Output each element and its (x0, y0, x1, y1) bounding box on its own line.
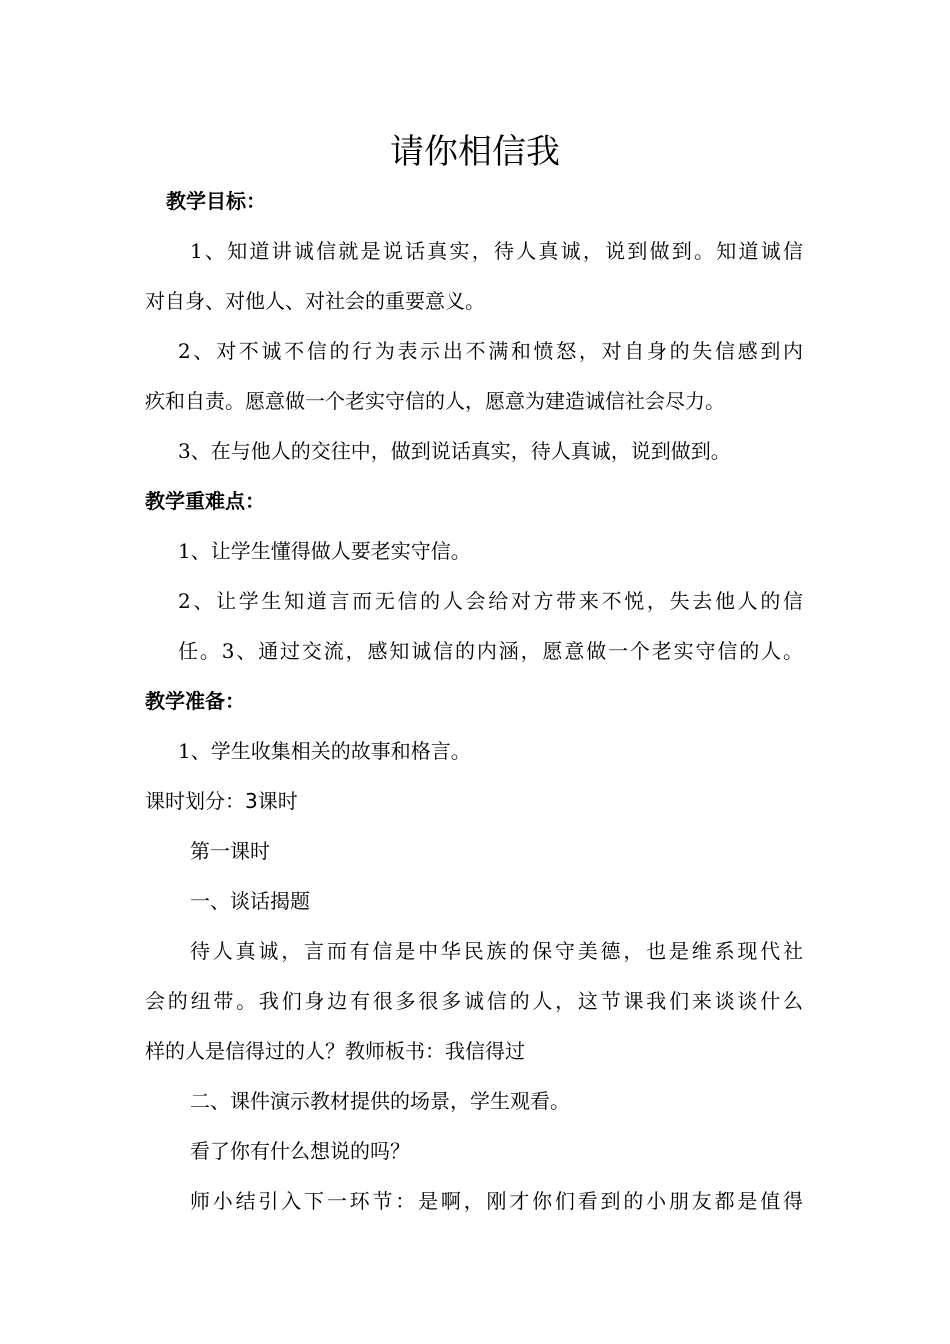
question-line: 看了你有什么想说的吗？ (190, 1139, 410, 1163)
preparation-1: 1、学生收集相关的故事和格言。 (178, 739, 471, 763)
lesson-1-heading: 第一课时 (190, 839, 270, 863)
objective-2-line-1: 2、对不诚不信的行为表示出不满和愤怒，对自身的失信感到内 (178, 339, 803, 363)
lesson-schedule: 课时划分：3课时 (145, 789, 298, 813)
objective-3: 3、在与他人的交往中，做到说话真实，待人真诚，说到做到。 (178, 439, 731, 463)
section-1-heading: 一、谈话揭题 (190, 889, 310, 913)
key-point-2-line-2: 任。3、通过交流，感知诚信的内涵，愿意做一个老实守信的人。 (178, 639, 803, 663)
paragraph-1-line-2: 会的纽带。我们身边有很多很多诚信的人，这节课我们来谈谈什么 (145, 989, 803, 1013)
paragraph-1-line-3: 样的人是信得过的人？教师板书：我信得过 (145, 1039, 525, 1063)
paragraph-1-line-1: 待人真诚，言而有信是中华民族的保守美德，也是维系现代社 (190, 939, 803, 963)
objective-2-line-2: 疚和自责。愿意做一个老实守信的人，愿意为建造诚信社会尽力。 (145, 389, 725, 413)
key-point-1: 1、让学生懂得做人要老实守信。 (178, 539, 471, 563)
preparation-heading: 教学准备： (145, 689, 245, 713)
document-title: 请你相信我 (390, 132, 560, 172)
summary-line-1: 师小结引入下一环节：是啊，刚才你们看到的小朋友都是值得 (190, 1189, 803, 1213)
objectives-heading: 教学目标： (166, 189, 266, 213)
section-2-heading: 二、课件演示教材提供的场景，学生观看。 (190, 1089, 570, 1113)
key-points-heading: 教学重难点： (145, 489, 265, 513)
objective-1-line-1: 1、知道讲诚信就是说话真实，待人真诚，说到做到。知道诚信 (190, 239, 803, 263)
objective-1-line-2: 对自身、对他人、对社会的重要意义。 (145, 289, 485, 313)
key-point-2-line-1: 2、让学生知道言而无信的人会给对方带来不悦，失去他人的信 (178, 589, 803, 613)
